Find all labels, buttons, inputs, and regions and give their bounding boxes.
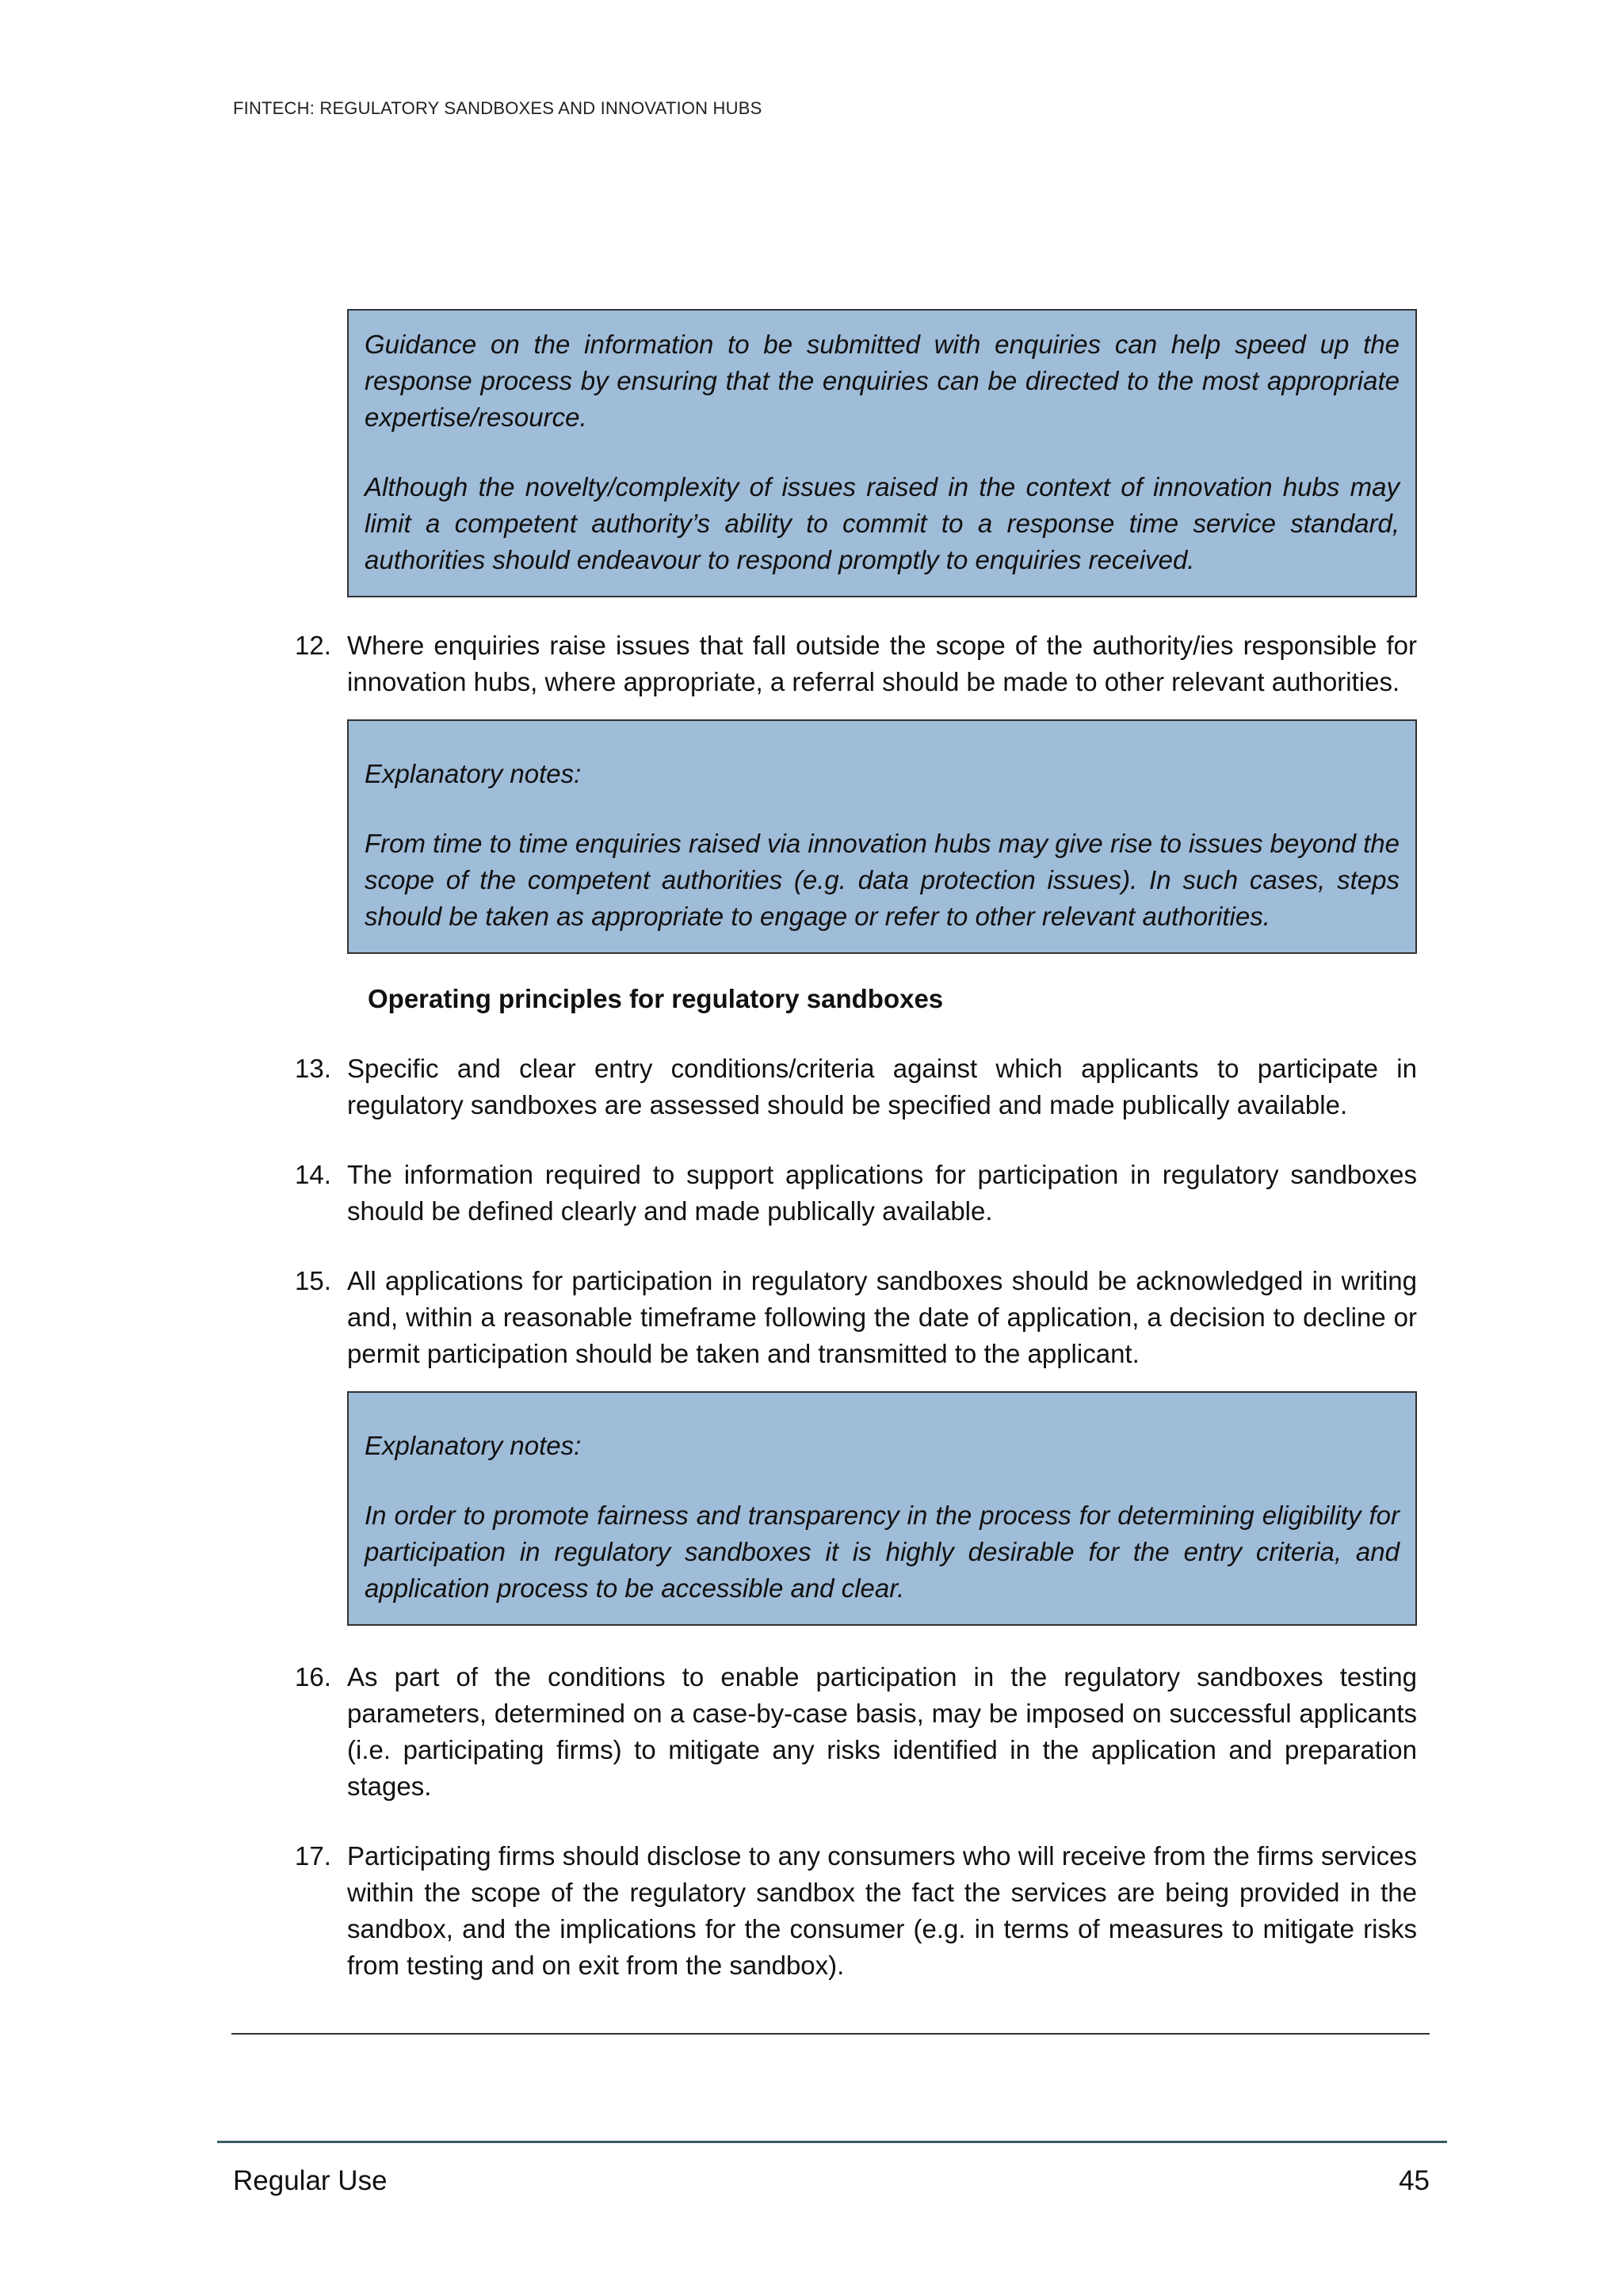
list-item-12 xyxy=(295,627,1417,700)
page-number: 45 xyxy=(1399,2165,1430,2196)
footer-classification: Regular Use xyxy=(233,2165,388,2196)
page-content xyxy=(295,309,1417,1984)
explanatory-note-box xyxy=(347,719,1417,954)
item-text: Specific and clear entry conditions/criteria against which applicants to participate in regulatory sandboxes are assessed should be specified and made publically available. xyxy=(347,1054,1417,1119)
footer-rule xyxy=(217,2141,1447,2143)
content-end-rule xyxy=(231,2033,1430,2035)
list-item-16 xyxy=(295,1659,1417,1805)
note-paragraph: Guidance on the information to be submitted with enquiries can help speed up the response process by ensuring that the enquiries can be directed to the most appropriate expertise/resource. xyxy=(365,330,1400,432)
running-header: FINTECH: REGULATORY SANDBOXES AND INNOVATION HUBS xyxy=(233,98,762,118)
item-text: All applications for participation in regulatory sandboxes should be acknowledged in writing and, within a reasonable timeframe following the date of application, a decision to decline or permit participation should be taken and transmitted to the applicant. xyxy=(347,1266,1417,1368)
list-item-15 xyxy=(295,1263,1417,1372)
list-item-13 xyxy=(295,1051,1417,1123)
item-text: The information required to support applications for participation in regulatory sandboxes should be defined clearly and made publically available. xyxy=(347,1160,1417,1226)
guidance-note-box xyxy=(347,309,1417,597)
note-heading: Explanatory notes: xyxy=(365,1431,582,1460)
item-number: 15. xyxy=(295,1266,331,1295)
item-number: 12. xyxy=(295,631,331,660)
note-paragraph: From time to time enquiries raised via innovation hubs may give rise to issues beyond the scope of the competent authorities (e.g. data protection issues). In such cases, steps should be taken as appropriate to engage or refer to other relevant authorities. xyxy=(365,829,1400,931)
list-item-17 xyxy=(295,1838,1417,1984)
explanatory-note-box xyxy=(347,1391,1417,1626)
note-paragraph: In order to promote fairness and transparency in the process for determining eligibility for participation in regulatory sandboxes it is highly desirable for the entry criteria, and application process to be accessible and clear. xyxy=(365,1501,1400,1603)
item-text: Participating firms should disclose to any consumers who will receive from the firms services within the scope of the regulatory sandbox the fact the services are being provided in the sandbox, and the implications for the consumer (e.g. in terms of measures to mitigate risks from testing and on exit from the sandbox). xyxy=(347,1841,1417,1980)
item-number: 14. xyxy=(295,1160,331,1189)
note-heading: Explanatory notes: xyxy=(365,759,582,788)
item-number: 13. xyxy=(295,1054,331,1083)
section-heading: Operating principles for regulatory sandboxes xyxy=(368,984,944,1013)
list-item-14 xyxy=(295,1157,1417,1230)
item-number: 16. xyxy=(295,1662,331,1691)
note-paragraph: Although the novelty/complexity of issues raised in the context of innovation hubs may limit a competent authority’s ability to commit to a response time service standard, authorities should endeavour to respond promptly to enquiries received. xyxy=(365,472,1400,574)
item-text: As part of the conditions to enable participation in the regulatory sandboxes testing parameters, determined on a case-by-case basis, may be imposed on successful applicants (i.e. participating firms) to mitigate any risks identified in the application and preparation stages. xyxy=(347,1662,1417,1801)
item-number: 17. xyxy=(295,1841,331,1871)
item-text: Where enquiries raise issues that fall outside the scope of the authority/ies responsible for innovation hubs, where appropriate, a referral should be made to other relevant authorities. xyxy=(347,631,1417,696)
